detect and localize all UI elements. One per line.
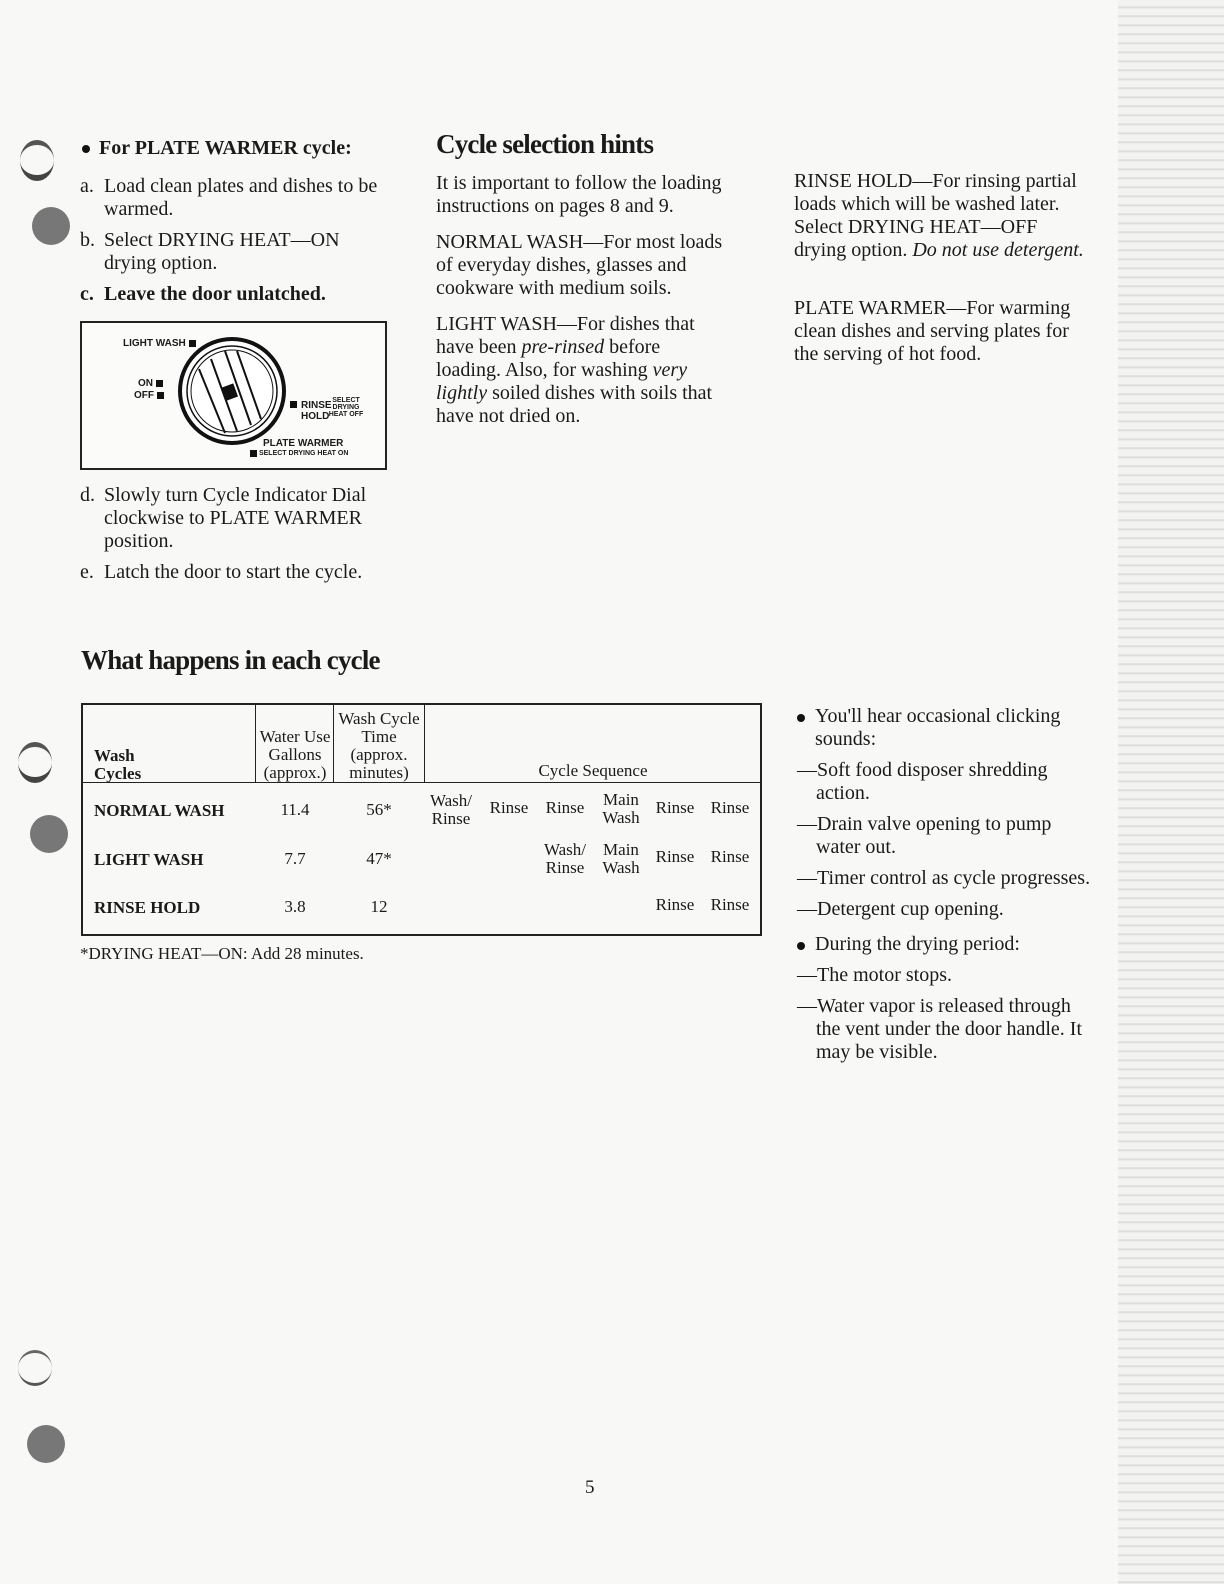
seq-step: Main Wash: [602, 840, 640, 877]
hints-normal-wash: NORMAL WASH—For most loads of everyday dishes, glasses and cookware with medium soils.: [436, 231, 723, 299]
binding-mark: [18, 742, 52, 783]
seq-step: Rinse: [655, 798, 695, 817]
hints-heading: Cycle selection hints: [436, 129, 654, 159]
binding-hole: [30, 815, 68, 853]
list-item: —The motor stops.: [797, 964, 952, 986]
plate-warmer-steps-after: [80, 484, 390, 592]
page-number: 5: [585, 1477, 595, 1498]
dial-label-rinse-hold: [290, 399, 297, 410]
sounds-list: [797, 697, 1097, 1064]
list-item: —Timer control as cycle progresses.: [797, 867, 1091, 889]
cycle-indicator-dial-icon: [177, 335, 287, 447]
time-rinse-hold: 12: [370, 897, 388, 916]
binding-hole: [32, 207, 70, 245]
cycle-dial-panel: [80, 321, 387, 470]
seq-step: Rinse: [489, 798, 529, 817]
scan-edge-artifact: [1118, 0, 1224, 1584]
list-item: —Detergent cup opening.: [797, 898, 1004, 920]
select-drying-heat-off-text: SELECT DRYING HEAT OFF: [328, 397, 364, 418]
plate-warmer-steps-before: [80, 175, 390, 314]
list-item: c. Leave the door unlatched.: [80, 283, 326, 305]
seq-step: Main Wash: [602, 790, 640, 827]
dial-label-plate-warmer: PLATE WARMER: [263, 438, 344, 449]
list-item: —Drain valve opening to pump water out.: [797, 813, 1052, 858]
col-header-water-use: Water Use Gallons (approx.): [259, 727, 331, 782]
seq-step: Rinse: [655, 847, 695, 866]
cycles-table: [81, 703, 762, 936]
seq-step: Rinse: [710, 798, 750, 817]
seq-step: Rinse: [545, 798, 585, 817]
bullet-icon: [82, 145, 90, 153]
dial-label-light-wash: LIGHT WASH: [123, 338, 196, 349]
hints-intro: It is important to follow the loading instructions on pages 8 and 9.: [436, 172, 722, 217]
indicator-square-icon: [290, 401, 297, 408]
row-name-rinse-hold: RINSE HOLD: [94, 898, 201, 917]
indicator-square-icon: [156, 380, 163, 387]
dial-label-off: OFF: [134, 390, 164, 401]
hints-plate-warmer: PLATE WARMER—For warming clean dishes and serving plates for the serving of hot food.: [794, 297, 1071, 365]
dial-label-select-drying-heat-on: SELECT DRYING HEAT ON: [250, 448, 348, 459]
bullet-icon: [797, 942, 805, 950]
binding-mark: [18, 1350, 52, 1386]
col-header-wash-cycles: Wash Cycles: [94, 746, 142, 783]
water-light-wash: 7.7: [284, 849, 306, 868]
col-header-cycle-sequence: Cycle Sequence: [538, 761, 648, 780]
list-item: —Soft food disposer shredding action.: [797, 759, 1048, 804]
indicator-square-icon: [250, 450, 257, 457]
list-item: d. Slowly turn Cycle Indicator Dial clockwise to PLATE WARMER position.: [80, 484, 367, 552]
binding-hole: [27, 1425, 65, 1463]
water-normal-wash: 11.4: [280, 800, 310, 819]
list-item: You'll hear occasional clicking sounds:: [797, 705, 1097, 751]
list-item: e. Latch the door to start the cycle.: [80, 561, 363, 583]
seq-step: Rinse: [655, 895, 695, 914]
seq-step: Rinse: [710, 895, 750, 914]
col-header-cycle-time: Wash Cycle Time (approx. minutes): [338, 709, 420, 782]
seq-step: Wash/ Rinse: [429, 791, 473, 828]
seq-step: Wash/ Rinse: [543, 840, 587, 877]
list-item: b. Select DRYING HEAT—ON drying option.: [80, 229, 340, 274]
time-normal-wash: 56*: [366, 800, 392, 819]
list-item: —Water vapor is released through the vent under the door handle. It may be visible.: [797, 995, 1083, 1063]
list-item: a. Load clean plates and dishes to be warmed.: [80, 175, 378, 220]
seq-step: Rinse: [710, 847, 750, 866]
hints-light-wash: LIGHT WASH—For dishes that have been pre-rinsed before loading. Also, for washing very lightly soiled dishes with soils that have not dried on.: [436, 313, 713, 427]
water-rinse-hold: 3.8: [284, 897, 306, 916]
indicator-square-icon: [157, 392, 164, 399]
dial-label-on: ON: [138, 378, 163, 389]
row-name-light-wash: LIGHT WASH: [94, 850, 204, 869]
row-name-normal-wash: NORMAL WASH: [94, 801, 225, 820]
bullet-icon: [797, 714, 805, 722]
binding-mark: [20, 140, 54, 181]
rinse-hold-text: RINSE HOLD: [301, 400, 332, 422]
time-light-wash: 47*: [366, 849, 392, 868]
table-footnote: *DRYING HEAT—ON: Add 28 minutes.: [80, 944, 364, 963]
hints-rinse-hold: RINSE HOLD—For rinsing partial loads which will be washed later. Select DRYING HEAT—OFF drying option. Do not use detergent.: [794, 170, 1084, 261]
plate-warmer-heading: For PLATE WARMER cycle:: [82, 137, 412, 160]
list-item: During the drying period:: [797, 933, 1097, 956]
cycles-heading: What happens in each cycle: [81, 645, 380, 675]
